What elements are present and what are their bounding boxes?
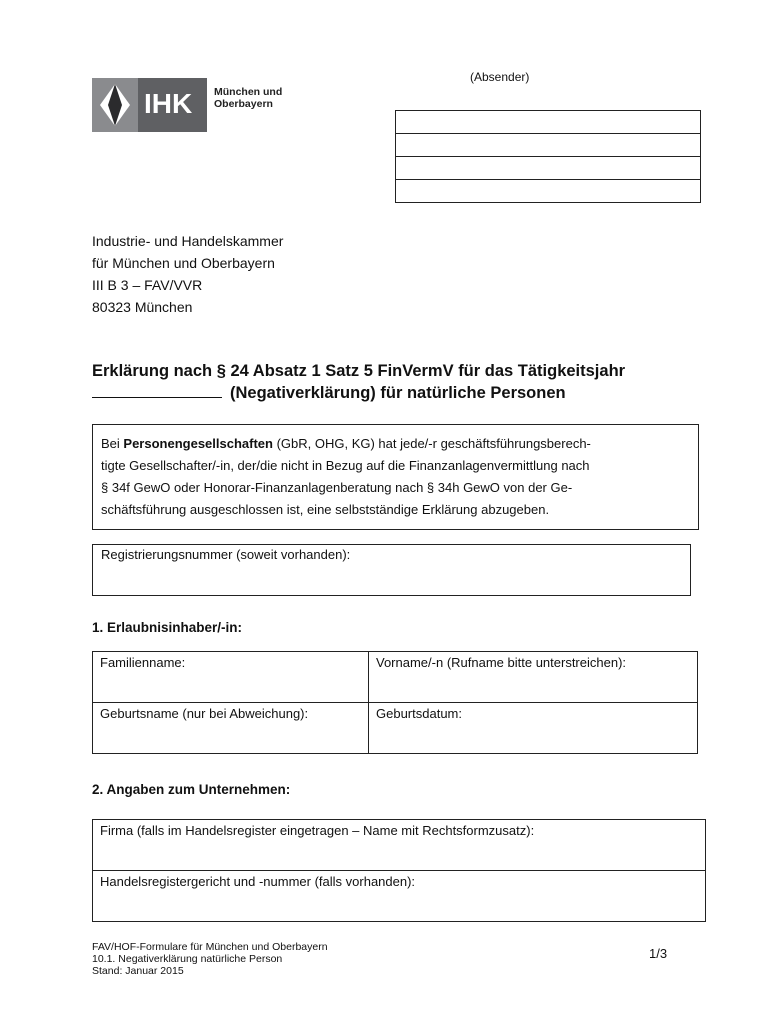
company-table [92, 819, 706, 922]
year-blank-field[interactable] [92, 383, 222, 398]
sender-field-3[interactable] [396, 157, 701, 180]
address-line: 80323 München [92, 299, 193, 315]
logo-abbr: IHK [144, 88, 193, 119]
footer-line3: Stand: Januar 2015 [92, 965, 184, 977]
registration-label: Registrierungsnummer (soweit vorhanden): [101, 547, 351, 562]
section2-heading: 2. Angaben zum Unternehmen: [92, 782, 291, 797]
ihk-logo [92, 78, 207, 132]
notice-prefix: Bei [101, 436, 124, 451]
sender-address-table [395, 110, 701, 203]
section1-heading: 1. Erlaubnisinhaber/-in: [92, 620, 243, 635]
birth-name-field[interactable] [93, 703, 369, 754]
title-line2-wrap [92, 382, 732, 404]
birth-date-field[interactable] [369, 703, 698, 754]
notice-box [92, 424, 699, 530]
notice-line1 [101, 433, 690, 455]
address-line: für München und Oberbayern [92, 255, 275, 271]
family-name-label: Familienname: [100, 655, 186, 670]
registration-number-field[interactable] [92, 544, 691, 596]
birth-date-label: Geburtsdatum: [376, 706, 462, 721]
sender-field-4[interactable] [396, 180, 701, 203]
notice-bold: Personengesellschaften [123, 436, 273, 451]
notice-line3: § 34f GewO oder Honorar-Finanzanlagenberatung nach § 34h GewO von der Ge- [101, 480, 573, 495]
notice-line2: tigte Gesellschafter/-in, der/die nicht in Bezug auf die Finanzanlagenvermittlung nach [101, 458, 590, 473]
address-line: Industrie- und Handelskammer [92, 233, 284, 249]
logo-name-line1: München und [214, 86, 283, 98]
sender-field-1[interactable] [396, 111, 701, 134]
logo-name-line2: Oberbayern [214, 98, 273, 110]
title-line2: (Negativerklärung) für natürliche Personen [230, 384, 566, 402]
birth-name-label: Geburtsname (nur bei Abweichung): [100, 706, 309, 721]
company-name-field[interactable] [93, 820, 706, 871]
footer-line2: 10.1. Negativerklärung natürliche Person [92, 953, 283, 965]
sender-label: (Absender) [470, 70, 530, 84]
logo-name [214, 86, 282, 110]
register-label: Handelsregistergericht und -nummer (falls vorhanden): [100, 874, 416, 889]
title-line1: Erklärung nach § 24 Absatz 1 Satz 5 FinVermV für das Tätigkeitsjahr [92, 362, 626, 380]
footer [92, 941, 328, 977]
permit-holder-table [92, 651, 698, 754]
register-field[interactable] [93, 871, 706, 922]
first-name-field[interactable] [369, 652, 698, 703]
company-name-label: Firma (falls im Handelsregister eingetragen – Name mit Rechtsformzusatz): [100, 823, 535, 838]
notice-line4: schäftsführung ausgeschlossen ist, eine selbstständige Erklärung abzugeben. [101, 502, 550, 517]
notice-line1-rest: (GbR, OHG, KG) hat jede/-r geschäftsführungsberech- [272, 436, 591, 451]
family-name-field[interactable] [93, 652, 369, 703]
address-line: III B 3 – FAV/VVR [92, 277, 203, 293]
first-name-label: Vorname/-n (Rufname bitte unterstreichen): [376, 655, 627, 670]
sender-field-2[interactable] [396, 134, 701, 157]
document-title [92, 360, 732, 404]
footer-line1: FAV/HOF-Formulare für München und Oberbayern [92, 941, 328, 953]
recipient-address [92, 230, 283, 318]
page-number: 1/3 [649, 946, 668, 961]
